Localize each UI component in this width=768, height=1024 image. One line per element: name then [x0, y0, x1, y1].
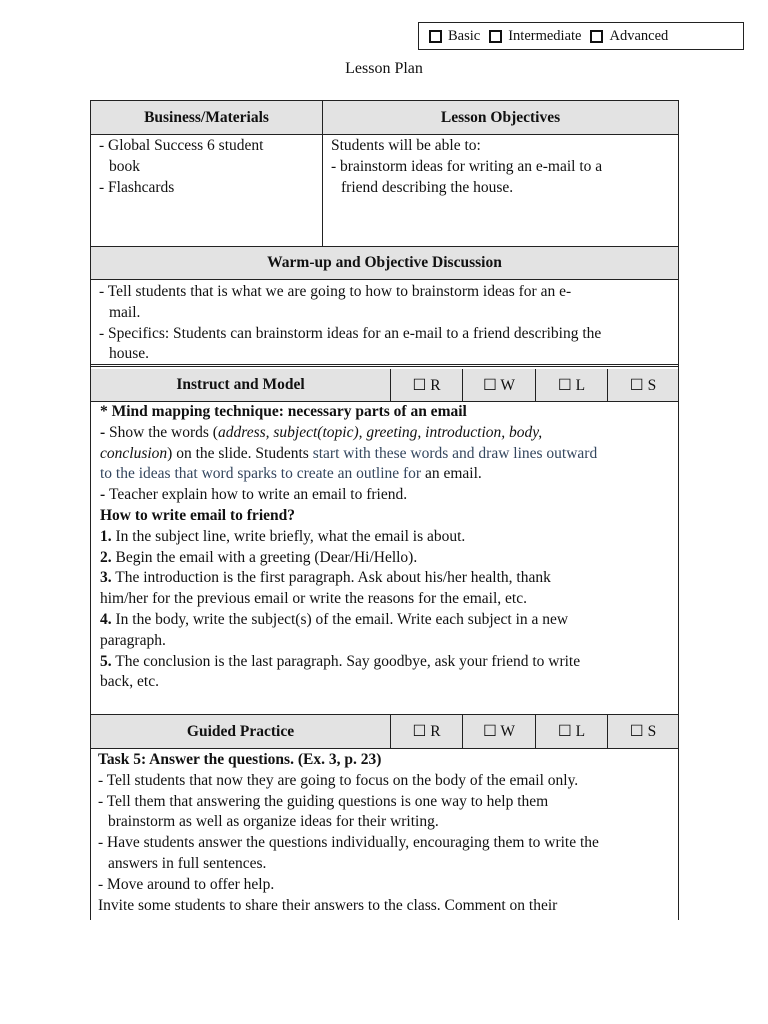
step-line — [100, 548, 670, 569]
level-basic[interactable] — [429, 28, 480, 45]
skill-speaking[interactable]: ☐ S — [607, 369, 678, 401]
lesson-table — [90, 100, 679, 920]
level-intermediate[interactable] — [489, 28, 581, 45]
warmup-line: - Specifics: Students can brainstorm ideas for an e-mail to a friend describing the — [99, 324, 602, 342]
instruct-header-row — [91, 369, 678, 402]
text: an email. — [421, 465, 482, 483]
warmup-line: mail. — [109, 303, 141, 321]
level-label: Advanced — [609, 27, 669, 44]
guided-line: - Tell them that answering the guiding questions is one way to help them — [98, 792, 549, 810]
warmup-title: Warm-up and Objective Discussion — [91, 247, 678, 280]
guided-line: - Have students answer the questions individually, encouraging them to write the — [98, 834, 599, 852]
task-heading: Task 5: Answer the questions. (Ex. 3, p. 23) — [98, 751, 382, 768]
guided-line: brainstorm as well as organize ideas for their writing. — [108, 813, 439, 831]
warmup-line: house. — [109, 345, 150, 363]
step-line — [100, 568, 670, 589]
step-line — [100, 589, 670, 610]
guided-line: Invite some students to share their answers to the class. Comment on their — [98, 896, 558, 914]
text: Teacher explain how to write an email to friend. — [109, 486, 408, 504]
header-materials: Business/Materials — [144, 108, 269, 126]
text: start with these words and draw lines outward — [312, 444, 598, 462]
text: Show the words ( — [109, 423, 218, 441]
step-text: Begin the email with a greeting (Dear/Hi/Hello). — [111, 548, 418, 566]
guided-content — [91, 749, 678, 920]
step-text: In the body, write the subject(s) of the email. Write each subject in a new — [111, 610, 569, 628]
warmup-content — [91, 280, 678, 367]
text: to the ideas that word sparks to create an outline for — [100, 465, 422, 483]
step-number: 1. — [100, 527, 112, 545]
materials-cell — [91, 135, 322, 246]
step-number: 2. — [100, 548, 112, 566]
email-parts: address, subject(topic), greeting, introduction, body, — [217, 423, 543, 441]
skill-reading[interactable]: ☐ R — [390, 369, 462, 401]
document-title: Lesson Plan — [345, 60, 423, 77]
mind-map-heading: * Mind mapping technique: necessary parts of an email — [100, 403, 467, 420]
step-line — [100, 631, 670, 652]
show-words-line — [100, 423, 670, 444]
step-text: The conclusion is the last paragraph. Say goodbye, ask your friend to write — [111, 652, 581, 670]
level-selector — [418, 22, 744, 50]
guided-header-row — [91, 715, 678, 749]
skill-writing[interactable]: ☐ W — [462, 715, 535, 748]
step-line — [100, 527, 670, 548]
dash: - — [100, 423, 110, 441]
step-line — [100, 672, 670, 693]
material-item: book — [109, 157, 140, 175]
level-label: Basic — [448, 27, 481, 44]
skill-listening[interactable]: ☐ L — [535, 369, 607, 401]
step-line — [100, 610, 670, 631]
step-text: him/her for the previous email or write the reasons for the email, etc. — [100, 590, 527, 608]
outline-line — [100, 464, 670, 485]
objective-line: - brainstorm ideas for writing an e-mail to a — [331, 157, 603, 175]
how-to-heading: How to write email to friend? — [100, 506, 295, 524]
instruct-content — [91, 402, 678, 715]
text: ) on the slide. Students — [167, 444, 313, 462]
step-text: back, etc. — [100, 673, 159, 691]
objectives-cell — [322, 135, 678, 246]
step-number: 4. — [100, 610, 112, 628]
skill-listening[interactable]: ☐ L — [535, 715, 607, 748]
checkbox-icon[interactable] — [590, 30, 603, 43]
header-objectives: Lesson Objectives — [322, 101, 678, 134]
guided-line: - Tell students that now they are going to focus on the body of the email only. — [98, 771, 579, 789]
guided-line: - Move around to offer help. — [98, 875, 275, 893]
warmup-line: - Tell students that is what we are going to how to brainstorm ideas for an e- — [99, 283, 572, 300]
material-item: - Global Success 6 student — [99, 137, 264, 154]
skill-writing[interactable]: ☐ W — [462, 369, 535, 401]
dash: - — [100, 486, 110, 504]
guided-title: Guided Practice — [186, 722, 295, 740]
skill-reading[interactable]: ☐ R — [390, 715, 462, 748]
header-row — [91, 101, 678, 135]
material-item: - Flashcards — [99, 178, 175, 196]
step-text: paragraph. — [100, 631, 166, 649]
step-text: In the subject line, write briefly, what the email is about. — [111, 527, 466, 545]
step-number: 5. — [100, 652, 112, 670]
objective-line: Students will be able to: — [331, 137, 481, 154]
step-number: 3. — [100, 569, 112, 587]
guided-line: answers in full sentences. — [108, 854, 267, 872]
materials-objectives-row — [91, 135, 678, 247]
step-text: The introduction is the first paragraph. Ask about his/her health, thank — [111, 569, 551, 587]
instruct-title: Instruct and Model — [176, 376, 305, 393]
email-parts: conclusion — [100, 444, 168, 462]
show-words-line-2 — [100, 444, 670, 465]
objective-line: friend describing the house. — [341, 178, 514, 196]
checkbox-icon[interactable] — [489, 30, 502, 43]
checkbox-icon[interactable] — [429, 30, 442, 43]
level-label: Intermediate — [508, 27, 582, 44]
teacher-line — [100, 485, 670, 506]
step-line — [100, 652, 670, 673]
skill-speaking[interactable]: ☐ S — [607, 715, 678, 748]
level-advanced[interactable] — [590, 28, 668, 45]
